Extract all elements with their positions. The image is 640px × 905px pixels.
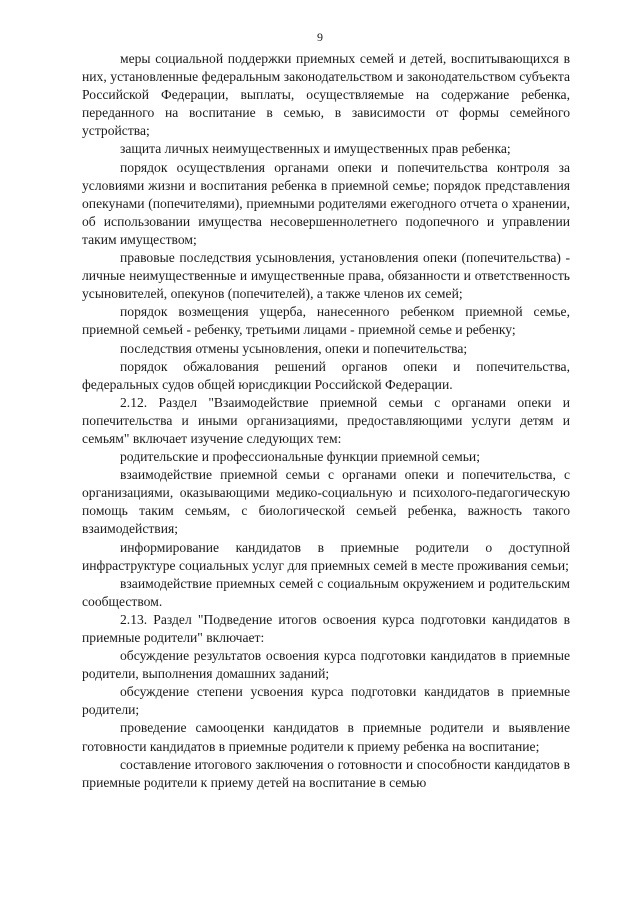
paragraph-control-procedure: порядок осуществления органами опеки и попечительства контроля за условиями жизни и воспитания ребенка в приемной семье; порядок представления опекунами (попечителями), приемными родителями ежегодного отчета о хранении, об использовании имущества несовершеннолетнего подопечного и управлении таким имуществом;: [82, 159, 570, 247]
document-body: [82, 50, 570, 792]
paragraph-final-conclusion: составление итогового заключения о готовности и способности кандидатов в приемные родители к приему детей на воспитание в семью: [82, 756, 570, 790]
paragraph-social-support: меры социальной поддержки приемных семей и детей, воспитывающихся в них, установленные федеральным законодательством и законодательством субъекта Российской Федерации, выплаты, осуществляемые на содержание ребенка, переданного на воспитание в семью, в зависимости от формы семейного устройства;: [82, 51, 570, 139]
paragraph-damage-compensation: порядок возмещения ущерба, нанесенного ребенком приемной семье, приемной семьей - ребенку, третьими лицами - приемной семье и ребенку;: [82, 304, 570, 338]
paragraph-social-environment: взаимодействие приемных семей с социальным окружением и родительским сообществом.: [82, 575, 570, 609]
paragraph-results-discussion: обсуждение результатов освоения курса подготовки кандидатов в приемные родители, выполнения домашних заданий;: [82, 648, 570, 682]
paragraph-self-assessment: проведение самооценки кандидатов в приемные родители и выявление готовности кандидатов в приемные родители к приему ребенка на воспитание;: [82, 720, 570, 754]
section-2-13-heading: 2.13. Раздел "Подведение итогов освоения курса подготовки кандидатов в приемные родители" включает:: [82, 611, 570, 645]
paragraph-infrastructure-info: информирование кандидатов в приемные родители о доступной инфраструктуре социальных услуг для приемных семей в месте проживания семьи;: [82, 539, 570, 573]
paragraph-appeal-procedure: порядок обжалования решений органов опеки и попечительства, федеральных судов общей юрисдикции Российской Федерации.: [82, 358, 570, 392]
page-number: 9: [317, 30, 323, 44]
paragraph-rights-protection: защита личных неимущественных и имущественных прав ребенка;: [120, 141, 511, 157]
paragraph-cancellation-consequences: последствия отмены усыновления, опеки и попечительства;: [120, 340, 468, 356]
paragraph-legal-consequences: правовые последствия усыновления, установления опеки (попечительства) - личные неимущественные и имущественные права, обязанности и ответственность усыновителей, опекунов (попечителей), а также членов их семей;: [82, 250, 570, 302]
paragraph-family-functions: родительские и профессиональные функции приемной семьи;: [120, 449, 480, 465]
section-2-12-heading: 2.12. Раздел "Взаимодействие приемной семьи с органами опеки и попечительства и иными организациями, предоставляющими услуги детям и семьям" включает изучение следующих тем:: [82, 394, 570, 446]
paragraph-mastery-discussion: обсуждение степени усвоения курса подготовки кандидатов в приемные родители;: [82, 684, 570, 718]
paragraph-interaction-organizations: взаимодействие приемной семьи с органами опеки и попечительства, с организациями, оказывающими медико-социальную и психолого-педагогическую помощь таким семьям, с биологической семьей ребенка, важность такого взаимодействия;: [82, 467, 570, 537]
